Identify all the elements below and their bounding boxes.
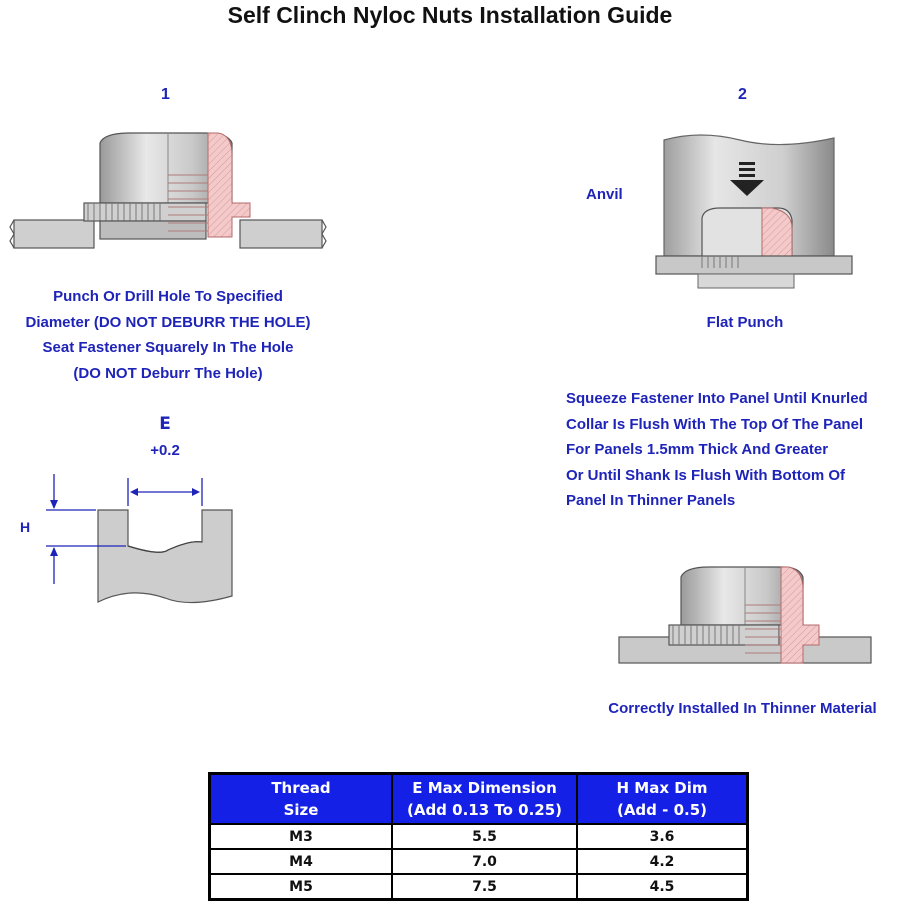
step-1-caption-line: (DO NOT Deburr The Hole) [73, 364, 263, 382]
installed-caption: Correctly Installed In Thinner Material [608, 700, 877, 717]
step-2-diagram [650, 128, 860, 293]
step-1-caption [0, 284, 336, 386]
step-2-caption-line: Squeeze Fastener Into Panel Until Knurled [566, 390, 868, 407]
dimension-e-label: E [159, 414, 171, 434]
table-cell: 5.5 [392, 824, 577, 849]
header-line: H Max Dim [616, 779, 708, 797]
step-1-caption-line: Punch Or Drill Hole To Specified [53, 288, 283, 305]
hole-dimension-diagram [40, 468, 240, 618]
header-thread-size [210, 774, 393, 825]
table-header-row [210, 774, 748, 825]
step-2-number: 2 [738, 86, 747, 103]
dimension-table [208, 772, 749, 901]
flat-punch-label: Flat Punch [706, 314, 784, 331]
header-line: (Add - 0.5) [616, 801, 708, 819]
table-row [210, 849, 748, 874]
table-cell: M5 [210, 874, 393, 900]
table-cell: M4 [210, 849, 393, 874]
table-row [210, 824, 748, 849]
table-cell: 7.5 [392, 874, 577, 900]
table-cell: 3.6 [577, 824, 748, 849]
table-cell: 4.2 [577, 849, 748, 874]
header-h-max [577, 774, 748, 825]
table-row [210, 874, 748, 900]
step-1-caption-line: Seat Fastener Squarely In The Hole [42, 339, 294, 356]
table-cell: M3 [210, 824, 393, 849]
step-2-caption-line: For Panels 1.5mm Thick And Greater [566, 441, 829, 458]
table-cell: 4.5 [577, 874, 748, 900]
step-1-number: 1 [161, 86, 170, 103]
page-title: Self Clinch Nyloc Nuts Installation Guide [227, 2, 673, 28]
header-line: (Add 0.13 To 0.25) [406, 801, 563, 819]
step-1-diagram [0, 125, 340, 265]
dimension-e-tolerance: +0.2 [150, 442, 180, 459]
header-line: Size [283, 801, 319, 819]
step-1-caption-line: Diameter (DO NOT DEBURR THE HOLE) [25, 313, 311, 331]
header-line: E Max Dimension [412, 779, 557, 797]
anvil-label: Anvil [586, 186, 623, 203]
table-cell: 7.0 [392, 849, 577, 874]
step-2-caption-line: Panel In Thinner Panels [566, 492, 736, 509]
step-2-caption [566, 386, 900, 514]
step-2-caption-line: Or Until Shank Is Flush With Bottom Of [566, 466, 846, 484]
header-line: Thread [271, 779, 331, 797]
dimension-h-label: H [20, 519, 31, 535]
header-e-max [392, 774, 577, 825]
step-2-caption-line: Collar Is Flush With The Top Of The Panel [566, 415, 864, 433]
installed-diagram [615, 565, 875, 675]
